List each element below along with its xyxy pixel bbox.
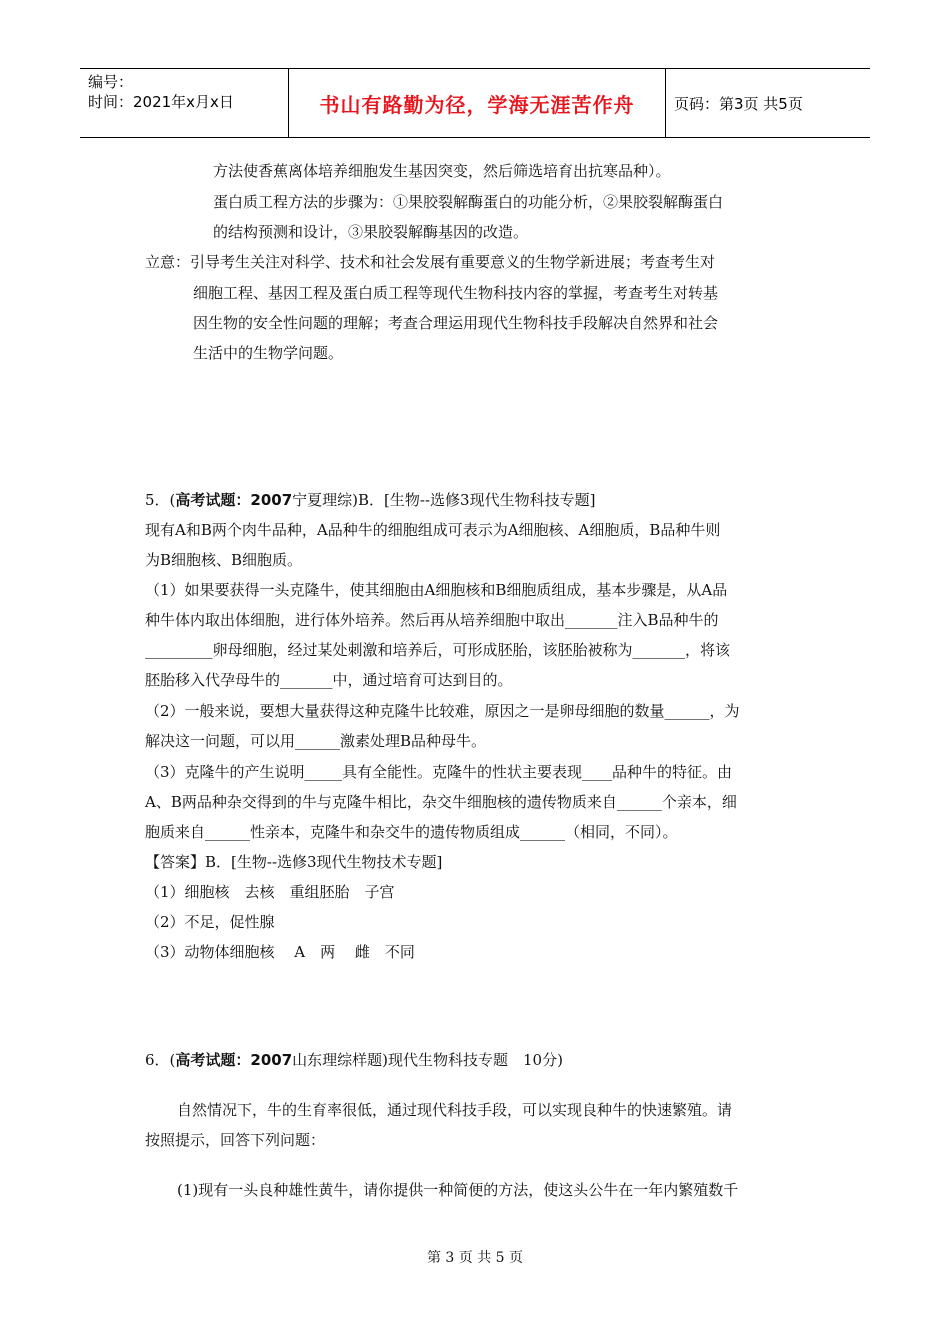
q6-source-label: 高考试题：2007	[175, 1051, 293, 1069]
q5-line-2: 为B细胞核、B细胞质。	[145, 551, 303, 569]
q5-line-7: （2）一般来说，要想大量获得这种克隆牛比较难，原因之一是卵母细胞的数量______，为	[145, 702, 740, 720]
intent-line-1: 立意：引导考生关注对科学、技术和社会发展有重要意义的生物学新进展；考查考生对	[145, 253, 716, 271]
q5-answer-2: （2）不足，促性腺	[145, 913, 275, 931]
page-header	[80, 68, 870, 138]
q5-answer-title: 【答案】B．[生物--选修3现代生物技术专题]	[145, 853, 443, 871]
intent-line-2: 细胞工程、基因工程及蛋白质工程等现代生物科技内容的掌握，考查考生对转基	[193, 284, 719, 302]
intro-line-3: 的结构预测和设计，③果胶裂解酶基因的改造。	[213, 223, 529, 241]
header-page-info: 页码：第3页 共5页	[674, 94, 803, 113]
page-footer: 第 3 页 共 5 页	[426, 1250, 524, 1266]
intro-line-2: 蛋白质工程方法的步骤为：①果胶裂解酶蛋白的功能分析，②果胶裂解酶蛋白	[213, 193, 724, 211]
q5-answer-3: （3）动物体细胞核 A 两 雌 不同	[145, 943, 415, 961]
q5-line-10: A、B两品种杂交得到的牛与克隆牛相比，杂交牛细胞核的遗传物质来自______个亲本，细	[145, 793, 737, 811]
q5-line-5: _________卵母细胞，经过某处刺激和培养后，可形成胚胎，该胚胎被称为_______，将该	[145, 641, 731, 659]
intent-line-3: 因生物的安全性问题的理解；考查合理运用现代生物科技手段解决自然界和社会	[193, 314, 719, 332]
q5-line-6: 胚胎移入代孕母牛的_______中，通过培育可达到目的。	[145, 671, 513, 689]
q6-prefix: 6．(	[145, 1051, 176, 1069]
header-left	[80, 69, 288, 137]
q6-line-3: (1)现有一头良种雄性黄牛，请你提供一种简便的方法，使这头公牛在一年内繁殖数千	[177, 1181, 739, 1199]
q5-line-9: （3）克隆牛的产生说明_____具有全能性。克隆牛的性状主要表现____品种牛的特征。由	[145, 763, 733, 781]
q5-line-4: 种牛体内取出体细胞，进行体外培养。然后再从培养细胞中取出_______注入B品种牛的	[145, 611, 719, 629]
q5-line-11: 胞质来自______性亲本，克隆牛和杂交牛的遗传物质组成______（相同，不同）。	[145, 823, 678, 841]
serial-label: 编号：	[88, 73, 134, 91]
date-label: 时间：2021年x月x日	[88, 93, 234, 111]
q6-line-1: 自然情况下，牛的生育率很低，通过现代科技手段，可以实现良种牛的快速繁殖。请	[177, 1101, 733, 1119]
intro-line-1: 方法使香蕉离体培养细胞发生基因突变，然后筛选培育出抗寒品种）。	[213, 162, 671, 180]
q5-title-rest: 宁夏理综)B．[生物--选修3现代生物科技专题]	[292, 491, 596, 509]
q5-line-3: （1）如果要获得一头克隆牛，使其细胞由A细胞核和B细胞质组成，基本步骤是，从A品	[145, 581, 728, 599]
q5-line-1: 现有A和B两个肉牛品种，A品种牛的细胞组成可表示为A细胞核、A细胞质，B品种牛则	[145, 521, 721, 539]
q6-line-2: 按照提示，回答下列问题：	[145, 1131, 326, 1149]
q5-prefix: 5．(	[145, 491, 176, 509]
q5-title	[145, 490, 595, 510]
q6-title-rest: 山东理综样题)现代生物科技专题 10分)	[292, 1051, 563, 1069]
q5-source-label: 高考试题：2007	[175, 491, 293, 509]
q5-line-8: 解决这一问题，可以用______激素处理B品种母牛。	[145, 732, 487, 750]
q6-title	[145, 1050, 563, 1070]
intent-line-4: 生活中的生物学问题。	[193, 344, 344, 362]
q5-answer-1: （1）细胞核 去核 重组胚胎 子宫	[145, 883, 395, 901]
header-motto: 书山有路勤为径，学海无涯苦作舟	[288, 69, 666, 137]
